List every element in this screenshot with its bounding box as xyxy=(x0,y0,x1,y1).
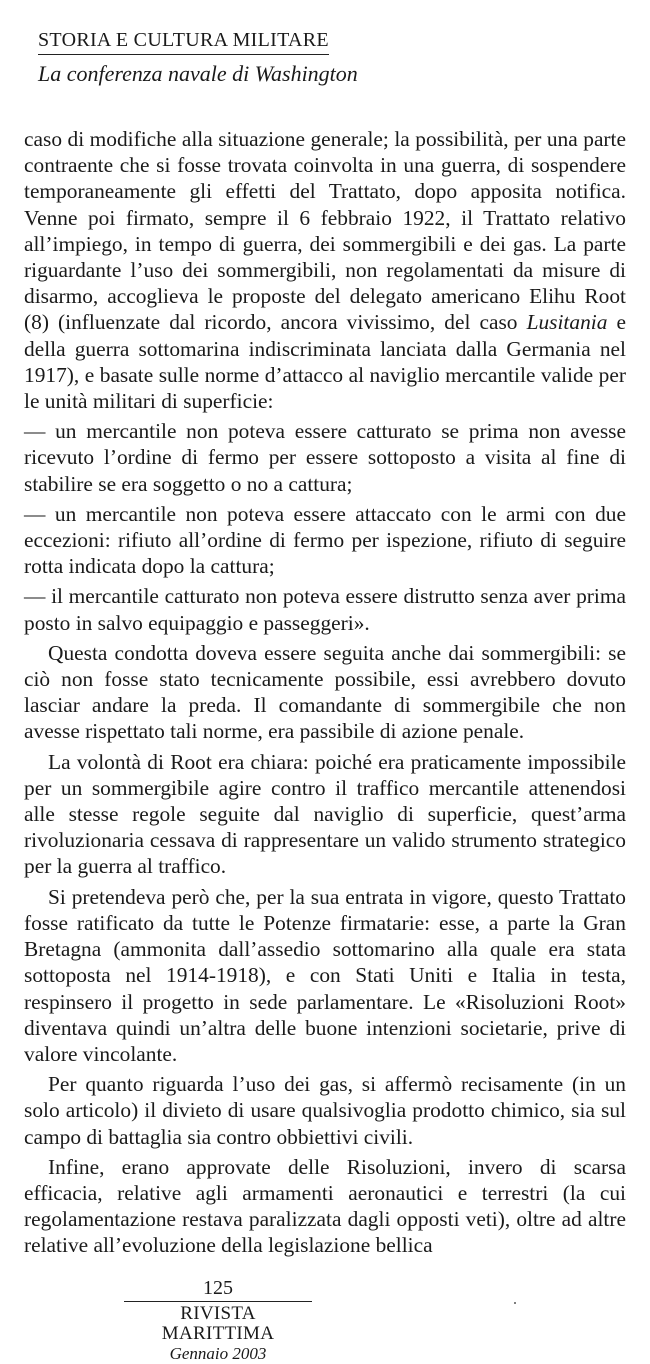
list-item: — un mercantile non poteva essere catturato se prima non avesse ricevuto l’ordine di fermo per essere sottoposto a visita al fine di stabilire se era soggetto o no a cattura; xyxy=(24,419,626,496)
ship-name: Lusitania xyxy=(526,310,608,335)
section-title: STORIA E CULTURA MILITARE xyxy=(38,28,329,55)
article-title: La conferenza navale di Washington xyxy=(38,61,358,86)
paragraph: La volontà di Root era chiara: poiché era praticamente impossibile per un sommergibile agire contro il traffico mercantile attenendosi alle stesse regole seguite dal naviglio di superficie, quest’arma rivoluzionaria cessava di rappresentare un valido strumento strategico per la guerra al traffico. xyxy=(24,749,626,879)
page-footer xyxy=(124,1277,312,1364)
running-header xyxy=(38,28,598,89)
list-item: — un mercantile non poteva essere attaccato con le armi con due eccezioni: rifiuto all’ordine di fermo per ispezione, rifiuto di seguire rotta indicata dopo la cattura; xyxy=(24,501,626,579)
page-number: 125 xyxy=(203,1277,233,1299)
scan-speck xyxy=(514,1302,516,1304)
paragraph: Questa condotta doveva essere seguita anche dai sommergibili: se ciò non fosse stato tecnicamente possibile, essi avrebbero dovuto lasciar andare la preda. Il comandante di sommergibile che non avesse rispettato tali norme, era passibile di azione penale. xyxy=(24,640,626,744)
journal-name: RIVISTA MARITTIMA xyxy=(161,1303,275,1344)
paragraph xyxy=(24,126,626,414)
paragraph: Si pretendeva però che, per la sua entrata in vigore, questo Trattato fosse ratificato da tutte le Potenze firmatarie: esse, a parte la Gran Bretagna (ammonita dall’assedio sottomarino alla quale era stata sottoposta nel 1914-1918), e con Stati Uniti e Italia in testa, respinsero il progetto in sede parlamentare. Le «Risoluzioni Root» diventava quindi un’altra delle buone intenzioni societarie, prive di valore vincolante. xyxy=(24,884,626,1066)
footer-divider xyxy=(124,1301,312,1302)
paragraph: Per quanto riguarda l’uso dei gas, si affermò recisamente (in un solo articolo) il divieto di usare qualsivoglia prodotto chimico, sia sul campo di battaglia sia contro obbiettivi civili. xyxy=(24,1072,626,1149)
paragraph-text: e della guerra sottomarina indiscriminata lanciata dalla Germania nel 1917), e basate sulle norme d’attacco al naviglio mercantile valide per le unità militari di superficie: xyxy=(24,310,626,414)
list-item: — il mercantile catturato non poteva essere distrutto senza aver prima posto in salvo equipaggio e passeggeri». xyxy=(24,584,626,635)
article-body xyxy=(24,126,626,1259)
issue-date: Gennaio 2003 xyxy=(169,1344,267,1363)
paragraph: Infine, erano approvate delle Risoluzioni, invero di scarsa efficacia, relative agli armamenti aeronautici e terrestri (la cui regolamentazione restava paralizzata dagli opposti veti), oltre ad altre relative all’evoluzione della legislazione bellica xyxy=(24,1154,626,1258)
paragraph-text: caso di modifiche alla situazione generale; la possibilità, per una parte contraente che si fosse trovata coinvolta in una guerra, di sospendere temporaneamente gli effetti del Trattato, dopo apposita notifica. Venne poi firmato, sempre il 6 febbraio 1922, il Trattato relativo all’impiego, in tempo di guerra, dei sommergibili e dei gas. La parte riguardante l’uso dei sommergibili, non regolamentati da misure di disarmo, accoglieva le proposte del delegato americano Elihu Root (8) (influenzate dal ricordo, ancora vivissimo, del caso xyxy=(24,127,626,335)
